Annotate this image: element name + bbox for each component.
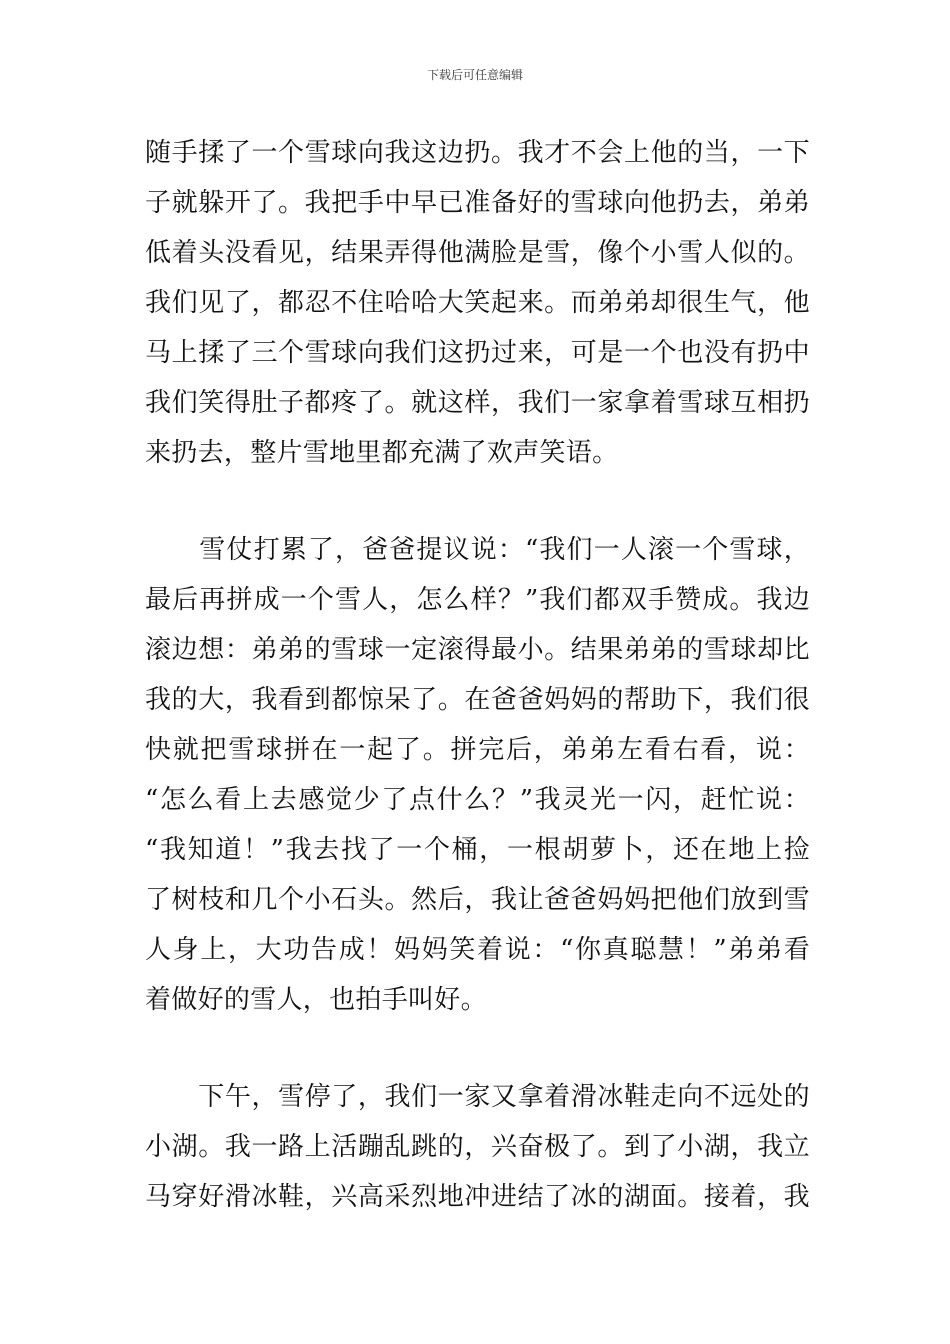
text-line: 滚边想：弟弟的雪球一定滚得最小。结果弟弟的雪球却比 — [145, 635, 810, 665]
text-line: 马上揉了三个雪球向我们这扔过来，可是一个也没有扔中 — [145, 338, 810, 368]
text-line: 来扔去，整片雪地里都充满了欢声笑语。 — [145, 438, 619, 468]
text-line: 子就躲开了。我把手中早已准备好的雪球向他扔去，弟弟 — [145, 188, 810, 218]
text-line: 我们笑得肚子都疼了。就这样，我们一家拿着雪球互相扔 — [145, 388, 810, 418]
text-line: 最后再拼成一个雪人，怎么样？”我们都双手赞成。我边 — [145, 585, 810, 615]
document-body — [145, 128, 810, 1222]
text-line: 人身上，大功告成！妈妈笑着说：“你真聪慧！”弟弟看 — [145, 935, 810, 965]
text-line: 快就把雪球拼在一起了。拼完后，弟弟左看右看，说： — [145, 735, 810, 765]
text-line: 我们见了，都忍不住哈哈大笑起来。而弟弟却很生气，他 — [145, 288, 810, 318]
text-line: 我的大，我看到都惊呆了。在爸爸妈妈的帮助下，我们很 — [145, 685, 810, 715]
paragraph — [145, 128, 810, 478]
paragraph — [145, 525, 810, 1025]
text-line: 了树枝和几个小石头。然后，我让爸爸妈妈把他们放到雪 — [145, 885, 810, 915]
page-header: 下载后可任意编辑 — [426, 68, 523, 82]
text-line: 着做好的雪人，也拍手叫好。 — [145, 985, 487, 1015]
text-line: 小湖。我一路上活蹦乱跳的，兴奋极了。到了小湖，我立 — [145, 1132, 810, 1162]
text-line: 随手揉了一个雪球向我这边扔。我才不会上他的当，一下 — [145, 138, 810, 168]
paragraph-gap — [145, 478, 810, 525]
paragraph-gap — [145, 1025, 810, 1072]
text-line: 马穿好滑冰鞋，兴高采烈地冲进结了冰的湖面。接着，我 — [145, 1182, 810, 1212]
text-line: “我知道！”我去找了一个桶，一根胡萝卜，还在地上捡 — [145, 835, 810, 865]
paragraph — [145, 1072, 810, 1222]
text-line: 低着头没看见，结果弄得他满脸是雪，像个小雪人似的。 — [145, 238, 810, 268]
text-line: 雪仗打累了，爸爸提议说：“我们一人滚一个雪球， — [145, 535, 810, 565]
text-line: 下午，雪停了，我们一家又拿着滑冰鞋走向不远处的 — [145, 1082, 810, 1112]
text-line: “怎么看上去感觉少了点什么？”我灵光一闪，赶忙说： — [145, 785, 810, 815]
